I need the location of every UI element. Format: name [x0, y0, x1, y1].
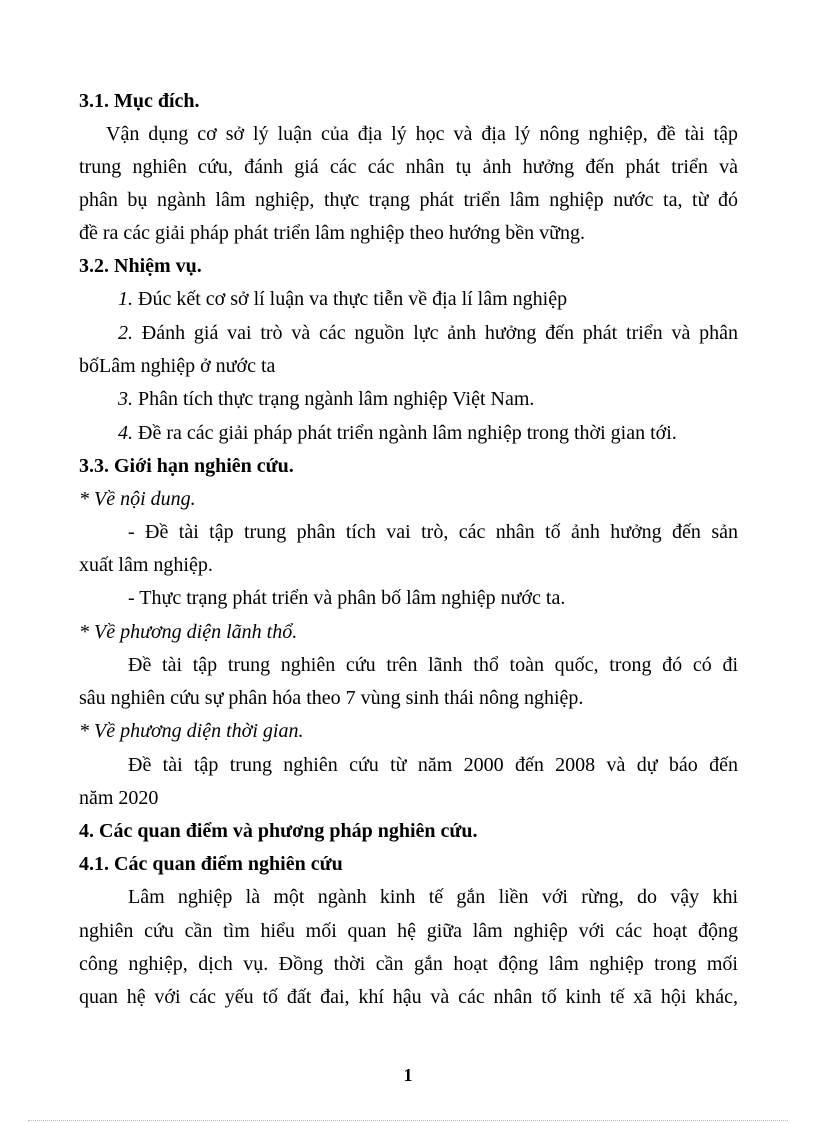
paragraph-line: công nghiệp, dịch vụ. Đồng thời cần gắn hoạt động lâm nghiệp trong mối [79, 953, 738, 975]
task-number: 2. [118, 322, 133, 344]
paragraph-line: Vận dụng cơ sở lý luận của địa lý học và địa lý nông nghiệp, đề tài tập [106, 123, 738, 145]
paragraph-line: đề ra các giải pháp phát triển lâm nghiệp theo hướng bền vững. [79, 222, 585, 244]
task-number: 4. [118, 422, 133, 444]
task-item-continuation: bốLâm nghiệp ở nước ta [79, 355, 276, 377]
heading-3-2: 3.2. Nhiệm vụ. [79, 255, 202, 277]
paragraph-line: - Thực trạng phát triển và phân bố lâm nghiệp nước ta. [128, 587, 566, 609]
paragraph-line: Lâm nghiệp là một ngành kinh tế gắn liền với rừng, do vậy khi [128, 886, 738, 908]
task-number: 3. [118, 388, 133, 410]
paragraph-line: năm 2020 [79, 787, 159, 809]
paragraph-line: quan hệ với các yếu tố đất đai, khí hậu và các nhân tố kinh tế xã hội khác, [79, 986, 738, 1008]
heading-4: 4. Các quan điểm và phương pháp nghiên cứu. [79, 820, 478, 842]
task-text: Đề ra các giải pháp phát triển ngành lâm nghiệp trong thời gian tới. [133, 422, 677, 444]
subheading-content: * Về nội dung. [79, 488, 196, 510]
subheading-territory: * Về phương diện lãnh thổ. [79, 621, 298, 643]
heading-4-1: 4.1. Các quan điểm nghiên cứu [79, 853, 343, 875]
task-item [118, 286, 567, 312]
heading-3-1: 3.1. Mục đích. [79, 90, 200, 112]
page-number: 1 [403, 1065, 413, 1085]
paragraph-line: nghiên cứu cần tìm hiểu mối quan hệ giữa lâm nghiệp với các hoạt động [79, 920, 738, 942]
task-text: Đúc kết cơ sở lí luận va thực tiễn về địa lí lâm nghiệp [133, 288, 568, 310]
paragraph-line: phân bụ ngành lâm nghiệp, thực trạng phát triển lâm nghiệp nước ta, từ đó [79, 189, 738, 211]
paragraph-line: Đề tài tập trung nghiên cứu trên lãnh thổ toàn quốc, trong đó có đi [128, 654, 738, 676]
paragraph-line: trung nghiên cứu, đánh giá các các nhân tụ ảnh hưởng đến phát triển và [79, 156, 738, 178]
paragraph-line: Đề tài tập trung nghiên cứu từ năm 2000 đến 2008 và dự báo đến [128, 754, 738, 776]
task-item [118, 386, 534, 412]
paragraph-line: - Đề tài tập trung phân tích vai trò, các nhân tố ảnh hưởng đến sản [128, 521, 738, 543]
task-item [118, 420, 677, 446]
task-text: Phân tích thực trạng ngành lâm nghiệp Việt Nam. [133, 388, 535, 410]
heading-3-3: 3.3. Giới hạn nghiên cứu. [79, 455, 294, 477]
paragraph-line: sâu nghiên cứu sự phân hóa theo 7 vùng sinh thái nông nghiệp. [79, 687, 584, 709]
task-text: Đánh giá vai trò và các nguồn lực ảnh hưởng đến phát triển và phân [133, 322, 738, 344]
subheading-time: * Về phương diện thời gian. [79, 720, 304, 742]
task-item [118, 320, 738, 346]
task-number: 1. [118, 288, 133, 310]
paragraph-line: xuất lâm nghiệp. [79, 554, 213, 576]
footer-divider [28, 1120, 788, 1121]
